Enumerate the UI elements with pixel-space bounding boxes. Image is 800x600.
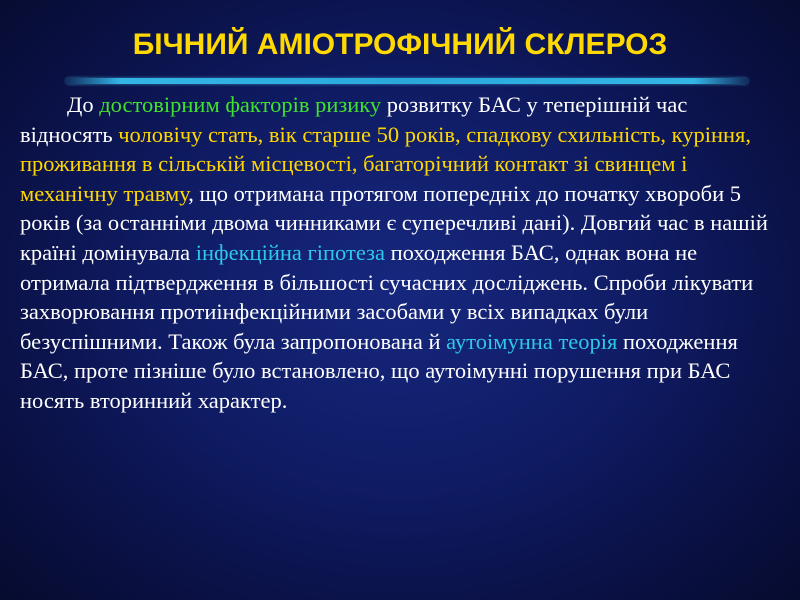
text-run-plain: походження БАС, проте пізніше було встановлено, що аутоімунні порушення при БАС носять вторинний характер. bbox=[20, 328, 738, 413]
text-run-cyan: інфекційна гіпотеза bbox=[195, 239, 385, 265]
text-run-plain: До bbox=[67, 92, 100, 117]
title-underline-rule bbox=[66, 78, 748, 84]
text-run-plain: походження БАС, однак вона не отримала підтвердження в більшості сучасних досліджень. Спроби лікувати захворювання протиінфекційними засобами у всіх випадках були безуспішними. Також була запропонована й bbox=[20, 239, 754, 354]
text-run-cyan: аутоімунна теорія bbox=[446, 328, 618, 354]
slide-title: БІЧНИЙ АМІОТРОФІЧНИЙ СКЛЕРОЗ bbox=[132, 28, 668, 61]
text-run-plain: розвитку БАС у теперішній час відносять bbox=[20, 92, 688, 147]
text-run-green: достовірним факторів ризику bbox=[99, 92, 382, 117]
text-run-yellow: чоловічу стать, вік старше 50 років, спадкову схильність, куріння, проживання в сільській місцевості, багаторічний контакт зі свинцем і механічну травму bbox=[20, 121, 752, 206]
text-run-plain: , що отримана протягом попередніх до початку хвороби 5 років (за останніми двома чинниками є суперечливі дані). Довгий час в нашій країні домінувала bbox=[20, 180, 768, 265]
body-paragraph bbox=[20, 90, 780, 416]
